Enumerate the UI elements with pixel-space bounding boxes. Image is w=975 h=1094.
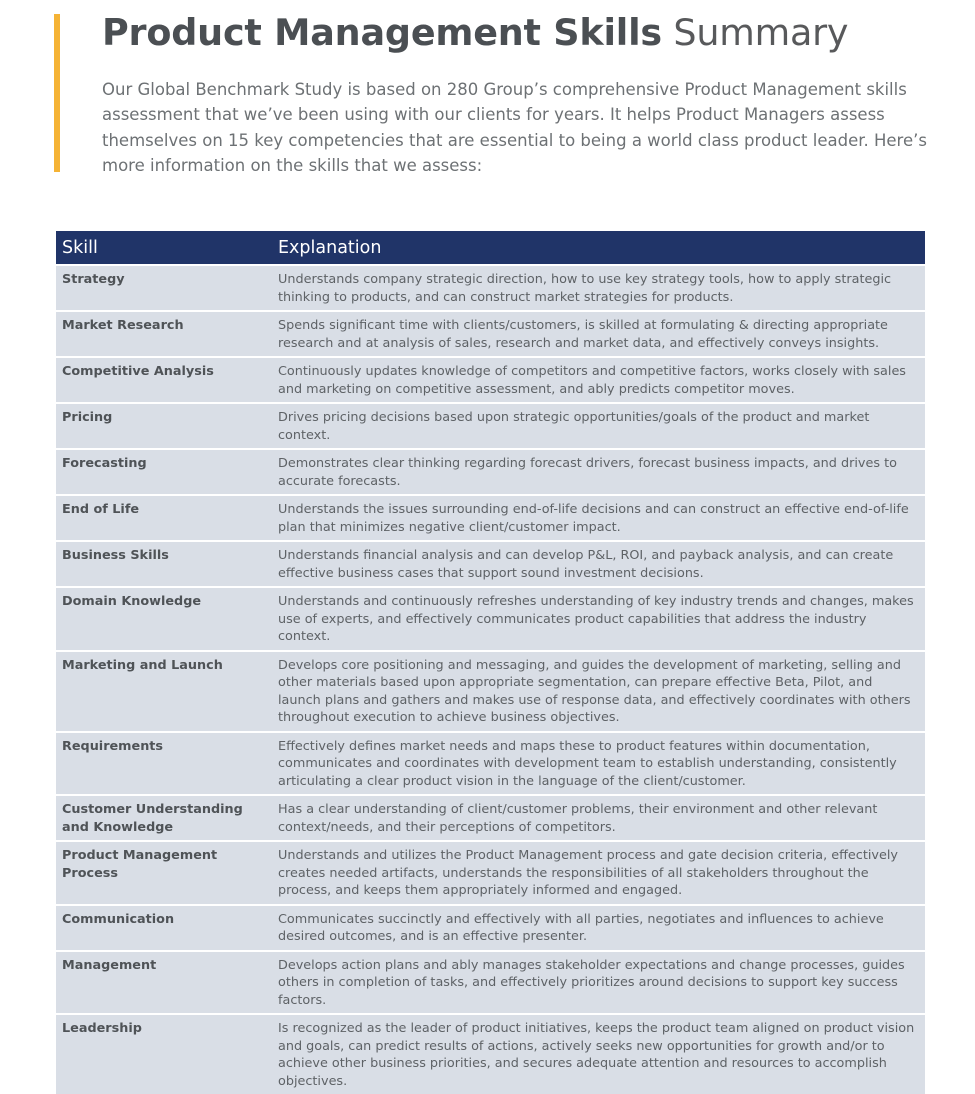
skill-explanation: Understands company strategic direction, how to use key strategy tools, how to apply strategic thinking to products, and can construct market strategies for products. xyxy=(272,265,925,311)
skill-explanation: Communicates succinctly and effectively with all parties, negotiates and influences to achieve desired outcomes, and is an effective presenter. xyxy=(272,905,925,951)
skill-explanation: Has a clear understanding of client/customer problems, their environment and other relevant context/needs, and their perceptions of competitors. xyxy=(272,795,925,841)
skill-name: End of Life xyxy=(56,495,272,541)
table-row xyxy=(56,357,925,403)
table-row xyxy=(56,541,925,587)
skill-explanation: Develops core positioning and messaging, and guides the development of marketing, selling and other materials based upon appropriate segmentation, can prepare effective Beta, Pilot, and launch plans and gathers and makes use of response data, and effectively coordinates with others throughout execution to achieve business objectives. xyxy=(272,651,925,732)
skill-name: Competitive Analysis xyxy=(56,357,272,403)
header-row xyxy=(56,231,925,265)
skills-table-body xyxy=(56,265,925,1094)
skill-explanation: Effectively defines market needs and maps these to product features within documentation, communicates and coordinates with development team to establish understanding, consistently articulating a clear product vision in the language of the client/customer. xyxy=(272,732,925,796)
skill-name: Leadership xyxy=(56,1014,272,1094)
skill-explanation: Continuously updates knowledge of competitors and competitive factors, works closely with sales and marketing on competitive assessment, and ably predicts competitor moves. xyxy=(272,357,925,403)
column-header-skill: Skill xyxy=(56,231,272,265)
skill-name: Market Research xyxy=(56,311,272,357)
skill-explanation: Understands and continuously refreshes understanding of key industry trends and changes, makes use of experts, and effectively communicates product capabilities that address the industry context. xyxy=(272,587,925,651)
intro-paragraph: Our Global Benchmark Study is based on 280 Group’s comprehensive Product Management skills assessment that we’ve been using with our clients for years. It helps Product Managers assess themselves on 15 key competencies that are essential to being a world class product leader. Here’s more information on the skills that we assess: xyxy=(102,80,927,175)
skill-explanation: Understands and utilizes the Product Management process and gate decision criteria, effectively creates needed artifacts, understands the responsibilities of all stakeholders throughout the process, and keeps them appropriately informed and engaged. xyxy=(272,841,925,905)
skill-name: Business Skills xyxy=(56,541,272,587)
skill-name: Product Management Process xyxy=(56,841,272,905)
table-row xyxy=(56,732,925,796)
skill-name: Domain Knowledge xyxy=(56,587,272,651)
table-row xyxy=(56,951,925,1015)
column-header-explanation: Explanation xyxy=(272,231,925,265)
skill-name: Customer Understanding and Knowledge xyxy=(56,795,272,841)
table-row xyxy=(56,449,925,495)
table-row xyxy=(56,495,925,541)
skill-name: Requirements xyxy=(56,732,272,796)
skill-name: Marketing and Launch xyxy=(56,651,272,732)
skill-explanation: Develops action plans and ably manages stakeholder expectations and change processes, guides others in completion of tasks, and effectively prioritizes around decisions to support key success factors. xyxy=(272,951,925,1015)
table-row xyxy=(56,795,925,841)
skills-table-header xyxy=(56,231,925,265)
skill-explanation: Spends significant time with clients/customers, is skilled at formulating & directing appropriate research and at analysis of sales, research and market data, and effectively conveys insights. xyxy=(272,311,925,357)
skill-explanation: Understands financial analysis and can develop P&L, ROI, and payback analysis, and can create effective business cases that support sound investment decisions. xyxy=(272,541,925,587)
skill-explanation: Understands the issues surrounding end-of-life decisions and can construct an effective end-of-life plan that minimizes negative client/customer impact. xyxy=(272,495,925,541)
skill-name: Forecasting xyxy=(56,449,272,495)
table-row xyxy=(56,1014,925,1094)
table-row xyxy=(56,587,925,651)
table-row xyxy=(56,651,925,732)
page-title xyxy=(102,9,848,57)
title-light: Summary xyxy=(673,11,849,54)
skill-explanation: Is recognized as the leader of product initiatives, keeps the product team aligned on product vision and goals, can predict results of actions, actively seeks new opportunities for growth and/or to achieve other business priorities, and secures adequate attention and resources to accomplish objectives. xyxy=(272,1014,925,1094)
title-bold: Product Management Skills xyxy=(102,11,662,54)
table-row xyxy=(56,403,925,449)
table-row xyxy=(56,265,925,311)
table-row xyxy=(56,841,925,905)
table-row xyxy=(56,905,925,951)
skill-name: Strategy xyxy=(56,265,272,311)
skill-name: Pricing xyxy=(56,403,272,449)
skill-explanation: Demonstrates clear thinking regarding forecast drivers, forecast business impacts, and drives to accurate forecasts. xyxy=(272,449,925,495)
skill-name: Communication xyxy=(56,905,272,951)
accent-bar xyxy=(54,14,60,172)
skill-explanation: Drives pricing decisions based upon strategic opportunities/goals of the product and market context. xyxy=(272,403,925,449)
table-row xyxy=(56,311,925,357)
skills-table xyxy=(56,231,925,1094)
skill-name: Management xyxy=(56,951,272,1015)
